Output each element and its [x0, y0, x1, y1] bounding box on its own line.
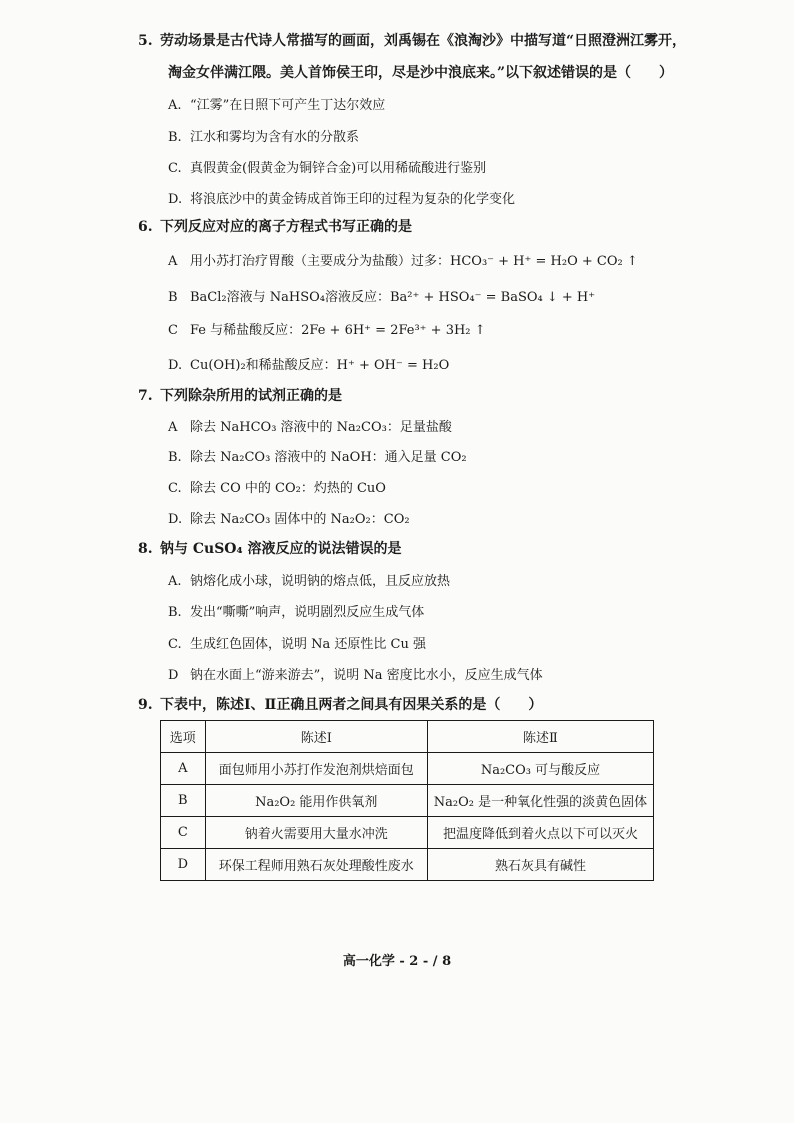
option-6d	[168, 354, 449, 373]
table-row	[161, 753, 654, 785]
question-number: 6.	[138, 219, 153, 235]
option-text: 除去 CO 中的 CO₂：灼热的 CuO	[190, 481, 386, 496]
question-7	[138, 385, 342, 405]
option-text: 发出“嘶嘶”响声，说明剧烈反应生成气体	[190, 605, 425, 620]
option-text: 除去 NaHCO₃ 溶液中的 Na₂CO₃：足量盐酸	[190, 420, 452, 435]
table-cell: C	[161, 817, 206, 849]
option-text: BaCl₂溶液与 NaHSO₄溶液反应：Ba²⁺ + HSO₄⁻ = BaSO₄ ↓ + H⁺	[190, 290, 596, 305]
table-cell: Na₂O₂ 能用作供氧剂	[205, 785, 427, 817]
question-number: 8.	[138, 541, 153, 557]
option-6b	[168, 286, 595, 305]
question-stem: 下表中，陈述Ⅰ、Ⅱ正确且两者之间具有因果关系的是（ ）	[160, 697, 543, 713]
option-label: A.	[168, 98, 182, 113]
question-stem: 劳动场景是古代诗人常描写的画面，刘禹锡在《浪淘沙》中描写道“日照澄洲江雾开，	[160, 33, 687, 49]
option-text: 生成红色固体，说明 Na 还原性比 Cu 强	[190, 637, 426, 652]
option-5a	[168, 94, 385, 113]
option-text: “江雾”在日照下可产生丁达尔效应	[190, 98, 386, 113]
option-7d	[168, 508, 410, 527]
option-label: D.	[168, 358, 183, 373]
option-6a	[168, 250, 638, 269]
question-stem: 下列除杂所用的试剂正确的是	[160, 388, 342, 404]
table-row	[161, 849, 654, 881]
table-cell: 钠着火需要用大量水冲洗	[205, 817, 427, 849]
option-text: 将浪底沙中的黄金铸成首饰王印的过程为复杂的化学变化	[190, 192, 516, 207]
option-text: 用小苏打治疗胃酸（主要成分为盐酸）过多：HCO₃⁻ + H⁺ = H₂O + CO₂ ↑	[190, 254, 638, 269]
option-label: D.	[168, 192, 183, 207]
question-number: 5.	[138, 33, 153, 49]
option-text: 钠在水面上“游来游去”，说明 Na 密度比水小，反应生成气体	[190, 668, 543, 683]
table-cell: Na₂CO₃ 可与酸反应	[427, 753, 653, 785]
table-row	[161, 817, 654, 849]
option-7c	[168, 477, 386, 496]
option-8d	[168, 664, 543, 683]
question-9	[138, 694, 542, 714]
question-number: 9.	[138, 697, 153, 713]
table-cell: D	[161, 849, 206, 881]
option-text: Cu(OH)₂和稀盐酸反应：H⁺ + OH⁻ = H₂O	[190, 358, 450, 373]
option-label: B.	[168, 130, 182, 145]
question-number: 7.	[138, 388, 153, 404]
question-stem-continued: 淘金女伴满江隈。美人首饰侯王印，尽是沙中浪底来。”以下叙述错误的是（ ）	[168, 65, 674, 81]
table-cell: 把温度降低到着火点以下可以灭火	[427, 817, 653, 849]
option-7a	[168, 416, 452, 435]
table-cell: 环保工程师用熟石灰处理酸性废水	[205, 849, 427, 881]
question-8	[138, 538, 402, 558]
option-label: C.	[168, 161, 182, 176]
page-footer: 高一化学 - 2 - / 8	[342, 954, 452, 969]
option-label: B.	[168, 450, 182, 465]
table-cell: 熟石灰具有碱性	[427, 849, 653, 881]
question-stem: 下列反应对应的离子方程式书写正确的是	[160, 219, 412, 235]
option-5c	[168, 157, 486, 176]
table-header-row	[161, 721, 654, 753]
option-text: 真假黄金(假黄金为铜锌合金)可以用稀硫酸进行鉴别	[190, 161, 487, 176]
option-label: C.	[168, 481, 182, 496]
option-label: D	[168, 668, 179, 683]
question-stem: 钠与 CuSO₄ 溶液反应的说法错误的是	[160, 541, 402, 557]
option-6c	[168, 319, 486, 338]
table-cell: A	[161, 753, 206, 785]
table-row	[161, 785, 654, 817]
option-text: 除去 Na₂CO₃ 溶液中的 NaOH：通入足量 CO₂	[190, 450, 467, 465]
table-cell: B	[161, 785, 206, 817]
option-label: A.	[168, 574, 182, 589]
option-label: A	[168, 254, 178, 269]
option-5d	[168, 188, 515, 207]
option-8b	[168, 601, 424, 620]
option-text: 除去 Na₂CO₃ 固体中的 Na₂O₂：CO₂	[190, 512, 410, 527]
option-label: C.	[168, 637, 182, 652]
option-label: B.	[168, 605, 182, 620]
option-5b	[168, 126, 359, 145]
option-7b	[168, 446, 467, 465]
option-text: 江水和雾均为含有水的分散系	[190, 130, 360, 145]
option-label: B	[168, 290, 178, 305]
option-8c	[168, 633, 426, 652]
table-header-cell: 选项	[161, 721, 206, 753]
table-header-cell: 陈述Ⅱ	[427, 721, 653, 753]
table-cell: Na₂O₂ 是一种氧化性强的淡黄色固体	[427, 785, 653, 817]
option-label: D.	[168, 512, 183, 527]
option-text: 钠熔化成小球，说明钠的熔点低，且反应放热	[190, 574, 451, 589]
option-text: Fe 与稀盐酸反应：2Fe + 6H⁺ = 2Fe³⁺ + 3H₂ ↑	[190, 323, 486, 338]
question-5	[138, 30, 686, 50]
table-cell: 面包师用小苏打作发泡剂烘焙面包	[205, 753, 427, 785]
option-label: C	[168, 323, 178, 338]
question-6	[138, 216, 412, 236]
answer-table	[160, 720, 654, 881]
option-label: A	[168, 420, 178, 435]
option-8a	[168, 570, 450, 589]
table-header-cell: 陈述Ⅰ	[205, 721, 427, 753]
